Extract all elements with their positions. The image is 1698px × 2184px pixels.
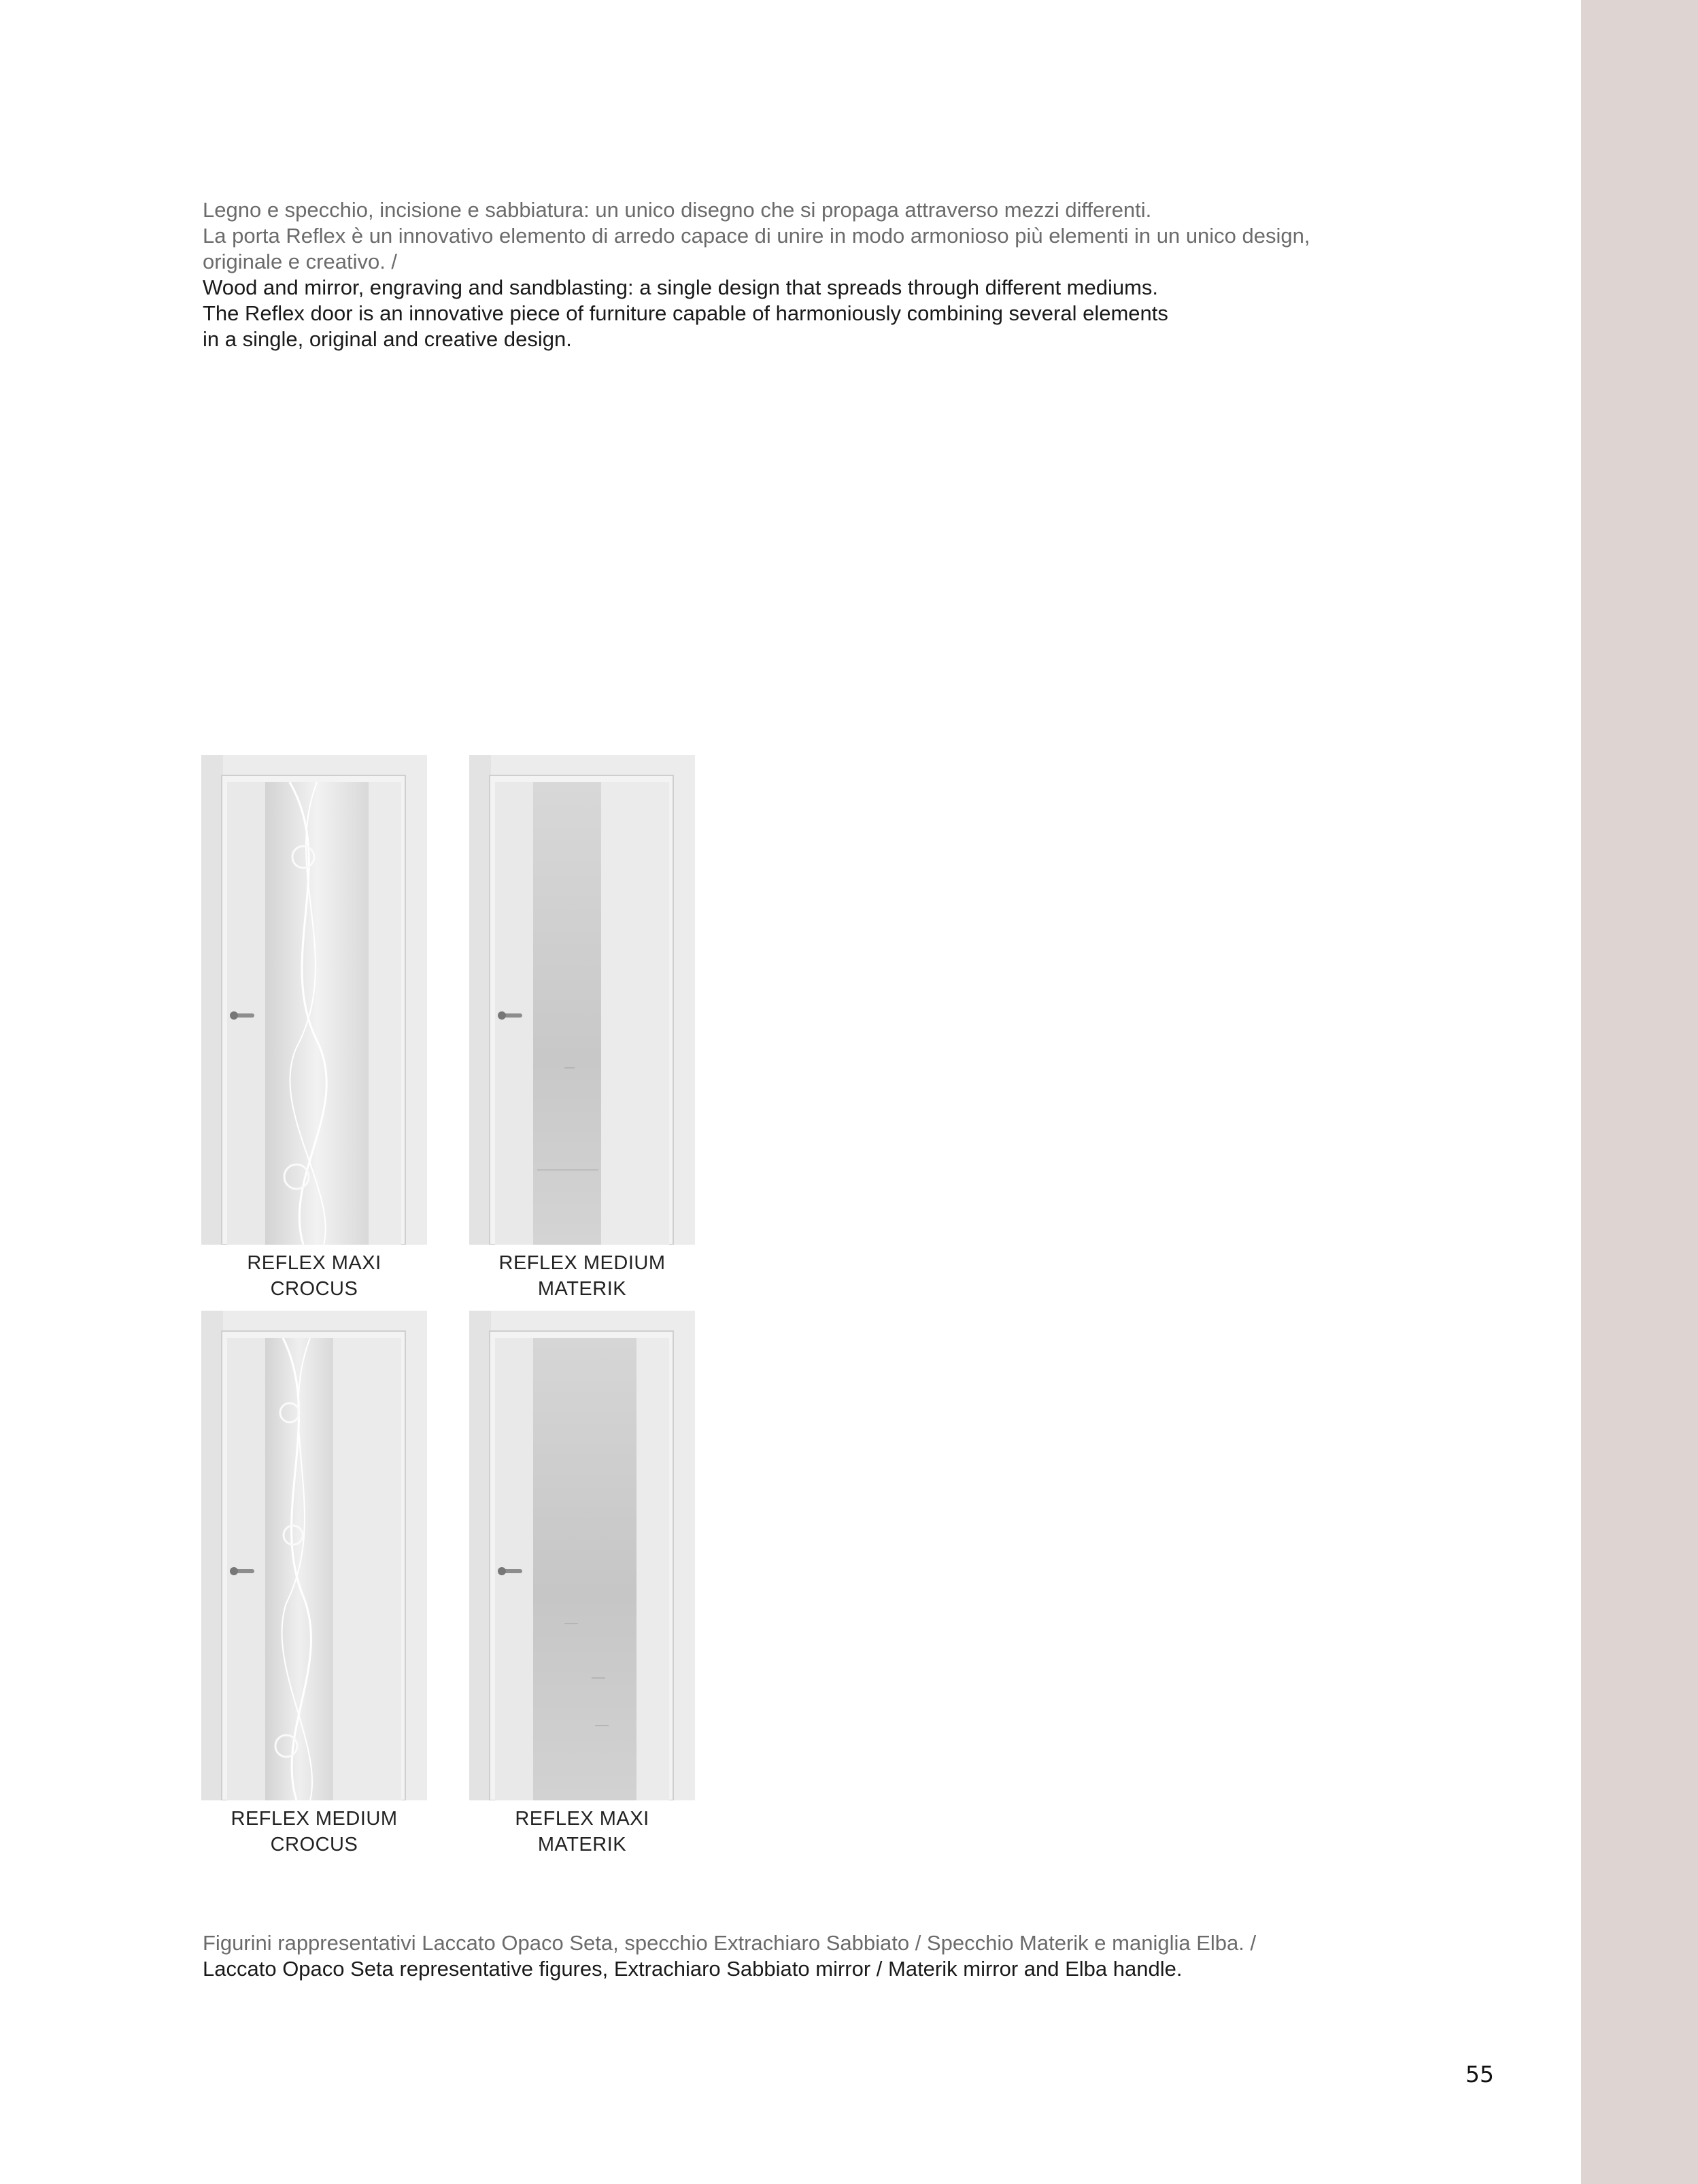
door-figure-maxi-crocus — [201, 755, 427, 1302]
door-image-medium-crocus — [201, 1311, 427, 1800]
footnote — [203, 1930, 1495, 1982]
door-caption-line-2: MATERIK — [537, 1278, 627, 1300]
footnote-it: Figurini rappresentativi Laccato Opaco Seta, specchio Extrachiaro Sabbiato / Specchio Materik e maniglia Elba. / — [203, 1931, 1257, 1955]
intro-en-line-2: The Reflex door is an innovative piece of furniture capable of harmoniously combining several elements — [203, 301, 1168, 325]
door-caption-line-1: REFLEX MEDIUM — [498, 1252, 666, 1274]
door-caption-line-2: CROCUS — [270, 1834, 358, 1855]
door-image-maxi-materik — [469, 1311, 695, 1800]
door-caption-line-2: MATERIK — [537, 1834, 627, 1855]
door-image-medium-materik — [469, 755, 695, 1245]
intro-en-line-3: in a single, original and creative design. — [203, 327, 572, 351]
footnote-en: Laccato Opaco Seta representative figures, Extrachiaro Sabbiato mirror / Materik mirror and Elba handle. — [203, 1957, 1183, 1981]
intro-it-line-2: La porta Reflex è un innovativo elemento di arredo capace di unire in modo armonioso più elementi in un unico design, — [203, 224, 1310, 248]
door-caption-line-1: REFLEX MAXI — [247, 1252, 381, 1274]
door-caption — [469, 1250, 695, 1302]
intro-it-line-3: originale e creativo. / — [203, 250, 398, 273]
intro-en-line-1: Wood and mirror, engraving and sandblasting: a single design that spreads through different mediums. — [203, 275, 1159, 299]
intro-text — [203, 197, 1440, 352]
intro-it-line-1: Legno e specchio, incisione e sabbiatura: un unico disegno che si propaga attraverso mezzi differenti. — [203, 198, 1152, 222]
door-caption-line-1: REFLEX MEDIUM — [231, 1808, 398, 1830]
door-figure-medium-crocus — [201, 1311, 427, 1858]
door-caption — [201, 1250, 427, 1302]
door-caption — [201, 1806, 427, 1858]
page-number: 55 — [1465, 2061, 1494, 2087]
door-figure-medium-materik — [469, 755, 695, 1302]
door-caption-line-2: CROCUS — [270, 1278, 358, 1300]
side-color-band — [1581, 0, 1698, 2184]
door-figure-maxi-materik — [469, 1311, 695, 1858]
door-caption-line-1: REFLEX MAXI — [515, 1808, 649, 1830]
door-image-maxi-crocus — [201, 755, 427, 1245]
door-caption — [469, 1806, 695, 1858]
